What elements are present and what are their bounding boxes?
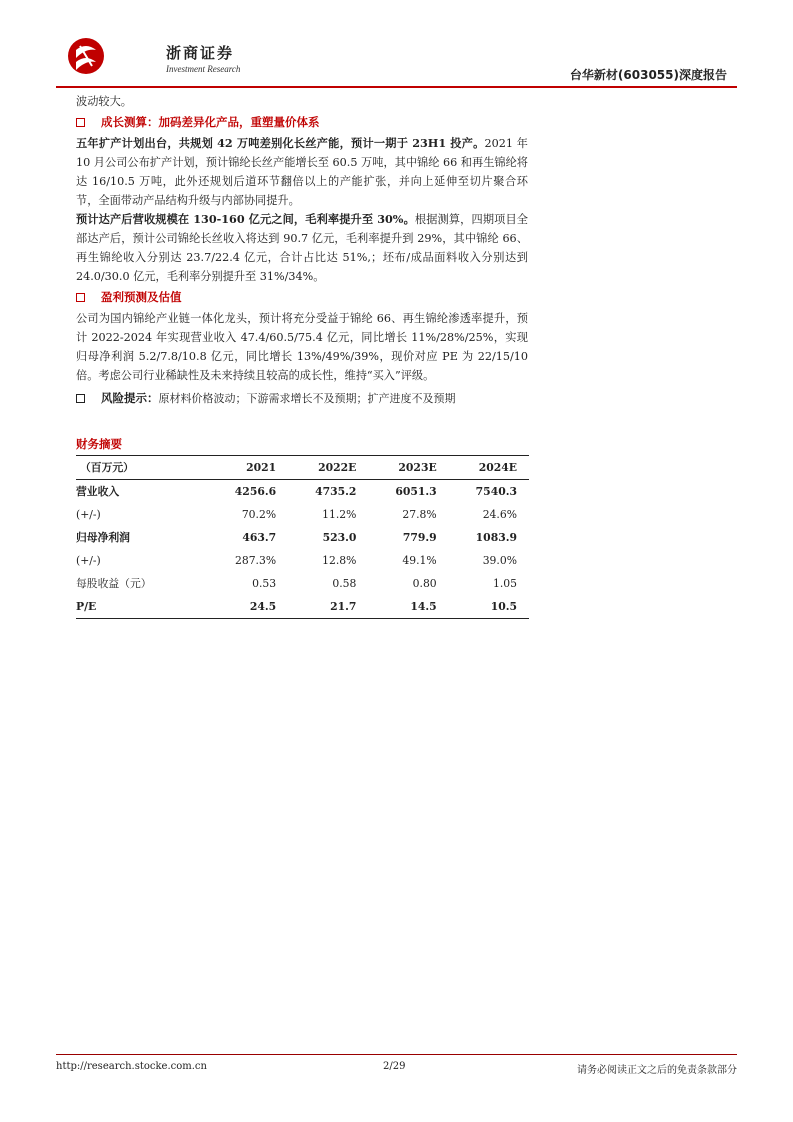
section-forecast-heading — [76, 288, 528, 307]
risk-text: 原材料价格波动；下游需求增长不及预期；扩产进度不及预期 — [158, 392, 456, 405]
table-cell: 287.3% — [234, 554, 277, 567]
paragraph-text: 2021 年 10 月公司公布扩产计划，预计锦纶长丝产能增长至 60.5 万吨，其中锦纶 66 和再生锦纶将达 16/10.5 万吨，此外还规划后道环节翻倍以上的产能扩张，并向上延伸至切片聚合环节，全面带动产品结构升级与内部协同提升。 — [76, 137, 528, 207]
table-cell: 779.9 — [402, 531, 437, 544]
main-content — [76, 92, 528, 410]
table-cell: 523.0 — [322, 531, 357, 544]
table-cell: 24.6% — [482, 508, 517, 521]
table-cell: 49.1% — [402, 554, 437, 567]
table-cell: 4256.6 — [234, 485, 277, 498]
column-header: 2021 — [246, 461, 277, 474]
table-cell: 21.7 — [330, 600, 357, 613]
row-label: (+/-) — [76, 554, 101, 567]
paragraph-text: 根据测算，四期项目全部达产后，预计公司锦纶长丝收入将达到 90.7 亿元，毛利率提升到 29%，其中锦纶 66、再生锦纶收入分别达 23.7/22.4 亿元，合计占比达 51%,；坯布/成品面料收入分别达到 24.0/30.0 亿元，毛利率分别提升至 31%/34%。 — [76, 213, 528, 283]
table-row — [76, 480, 529, 504]
table-row — [76, 526, 529, 549]
table-cell: 0.80 — [412, 577, 437, 590]
section-title: 成长测算：加码差异化产品，重塑量价体系 — [101, 115, 320, 129]
table-cell: 12.8% — [322, 554, 357, 567]
table-cell: 39.0% — [482, 554, 517, 567]
table-cell: 1.05 — [492, 577, 517, 590]
table-title: 财务摘要 — [76, 437, 122, 451]
row-label: 每股收益（元） — [76, 577, 152, 590]
paragraph-lead: 预计达产后营收规模在 130-160 亿元之间，毛利率提升至 30%。 — [76, 212, 415, 226]
checkbox-bullet-icon — [76, 293, 85, 302]
table-header-row — [76, 456, 529, 480]
table-cell: 24.5 — [249, 600, 277, 613]
paragraph-lead: 五年扩产计划出台，共规划 42 万吨差别化长丝产能，预计一期于 23H1 投产。 — [76, 136, 485, 150]
table-cell: 6051.3 — [395, 485, 437, 498]
footer-url-link[interactable]: http://research.stocke.com.cn — [56, 1061, 207, 1072]
table-cell: 4735.2 — [315, 485, 357, 498]
row-label: 归母净利润 — [76, 531, 130, 544]
report-title: 台华新材(603055)深度报告 — [569, 68, 727, 82]
page-header — [56, 28, 737, 84]
column-header: 2023E — [398, 461, 437, 474]
zheshang-logo-icon — [66, 36, 106, 76]
footer-divider — [56, 1054, 737, 1055]
checkbox-bullet-icon — [76, 394, 85, 403]
intro-tail: 波动较大。 — [76, 95, 132, 108]
brand-tagline: Investment Research — [166, 64, 241, 74]
table-cell: 0.58 — [332, 577, 357, 590]
table-row — [76, 572, 529, 595]
column-header: 2024E — [478, 461, 517, 474]
brand-name: 浙商证券 — [166, 44, 235, 62]
table-row — [76, 503, 529, 526]
table-cell: 10.5 — [490, 600, 517, 613]
header-divider — [56, 86, 737, 88]
table-cell: 7540.3 — [475, 485, 517, 498]
table-cell: 70.2% — [241, 508, 277, 521]
page-number: 2/29 — [383, 1061, 406, 1072]
table-cell: 1083.9 — [475, 531, 517, 544]
section-risk-heading — [76, 389, 528, 408]
table-cell: 27.8% — [402, 508, 437, 521]
section-growth-heading — [76, 113, 528, 132]
paragraph-revenue — [76, 210, 528, 286]
checkbox-bullet-icon — [76, 118, 85, 127]
table-cell: 11.2% — [322, 508, 357, 521]
footer-disclaimer: 请务必阅读正文之后的免责条款部分 — [577, 1065, 737, 1076]
row-label: P/E — [76, 600, 97, 613]
paragraph-forecast: 公司为国内锦纶产业链一体化龙头，预计将充分受益于锦纶 66、再生锦纶渗透率提升，预计 2022-2024 年实现营业收入 47.4/60.5/75.4 亿元，同比增长 11%/28%/25%，实现归母净利润 5.2/7.8/10.8 亿元，同比增长 13%/49%/39%，现价对应 PE 为 22/15/10 倍。考虑公司行业稀缺性及未来持续且较高的成长性，维持“买入”评级。 — [76, 312, 528, 382]
column-header: （百万元） — [80, 461, 134, 474]
table-cell: 14.5 — [410, 600, 437, 613]
table-cell: 0.53 — [252, 577, 277, 590]
table-row — [76, 549, 529, 572]
table-cell: 463.7 — [242, 531, 277, 544]
table-row — [76, 595, 529, 619]
row-label: 营业收入 — [76, 485, 120, 498]
section-title: 盈利预测及估值 — [101, 290, 182, 304]
paragraph-capacity — [76, 134, 528, 210]
financial-summary-table — [76, 455, 529, 619]
column-header: 2022E — [318, 461, 357, 474]
section-title: 风险提示： — [101, 391, 159, 405]
row-label: (+/-) — [76, 508, 101, 521]
